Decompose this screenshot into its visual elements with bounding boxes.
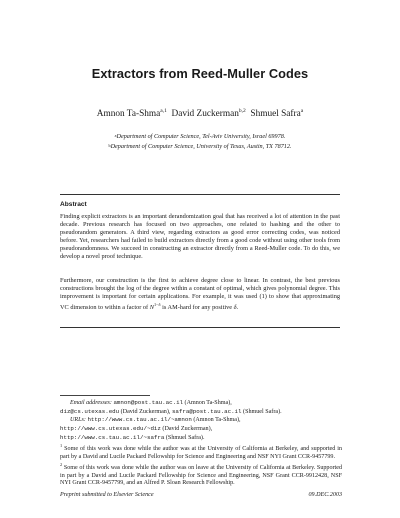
url-link[interactable]: http://www.cs.utexas.edu/~diz bbox=[60, 425, 161, 432]
formula-delta: δ bbox=[233, 304, 237, 312]
footnote-rule bbox=[60, 395, 150, 396]
footnote-text: Some of this work was done while the author was on leave at the University of California at Berkeley. Supported in part by a David and Lucile Packard Fellowship for Science and Engineering, NSF Grant CCR-9912428, NSF NYI Grant CCR-9457799, and an Alfred P. Sloan Research Fellowship. bbox=[60, 465, 342, 487]
paper-title: Extractors from Reed-Muller Codes bbox=[91, 66, 309, 81]
url-footnote bbox=[60, 416, 342, 425]
preprint-notice: Preprint submitted to Elsevier Science bbox=[60, 492, 154, 498]
url-footnote-cont bbox=[60, 425, 342, 442]
email-link[interactable]: amnon@post.tau.ac.il bbox=[113, 399, 184, 406]
formula-tail: is AM-hard for any positive bbox=[160, 304, 234, 312]
author-marks: a bbox=[300, 108, 304, 114]
email-owner: (Shmuel Safra). bbox=[241, 408, 282, 415]
affiliation-mark: b bbox=[108, 143, 111, 148]
author-name: David Zuckerman bbox=[171, 109, 239, 119]
affiliation-a bbox=[0, 133, 400, 140]
footnote-text: Some of this work was done while the author was at the University of California at Berkeley, and supported in part by a David and Lucile Packard Fellowship for Science and Engineering and NSF NYI Grant CCR-9457799. bbox=[60, 446, 342, 460]
author-marks: a,1 bbox=[160, 108, 167, 114]
url-link[interactable]: http://www.cs.tau.ac.il/~amnon bbox=[87, 416, 192, 423]
url-owner: (Amnon Ta-Shma), bbox=[191, 417, 241, 423]
numbered-footnote bbox=[60, 461, 342, 488]
formula-exponent: 1−δ bbox=[153, 302, 161, 308]
footnote-mark: 1 bbox=[60, 443, 63, 448]
author-name: Amnon Ta-Shma bbox=[96, 109, 161, 119]
affiliation-b bbox=[0, 143, 400, 150]
footnote-mark: 2 bbox=[60, 462, 63, 467]
footnote-block bbox=[60, 399, 342, 416]
author-name: Shmuel Safra bbox=[250, 109, 301, 119]
affiliation-text: Department of Computer Science, Tel-Aviv University, Israel 69978. bbox=[116, 133, 286, 140]
email-label: Email addresses: bbox=[70, 400, 112, 406]
email-footnote bbox=[60, 399, 342, 416]
preprint-date: 09.DEC.2003 bbox=[308, 492, 342, 498]
email-owner: (Amnon Ta-Shma), bbox=[183, 400, 232, 406]
email-owner: (David Zuckerman), bbox=[119, 408, 172, 415]
author-line bbox=[0, 109, 400, 119]
url-owner: (Shmuel Safra). bbox=[164, 434, 205, 441]
numbered-footnote bbox=[60, 442, 342, 461]
affiliation-text: Department of Computer Science, University of Texas, Austin, TX 78712. bbox=[110, 143, 292, 150]
author-marks: b,2 bbox=[238, 108, 246, 114]
abstract-paragraph-1: Finding explicit extractors is an important derandomization goal that has received a lot of attention in the past decade. Previous research has focused on two approaches, one related to hashing and the other to pseudorandom generators. A third view, regarding extractors as good error correcting codes, was noticed before. Yet, researchers had failed to build extractors directly from a good code without using other tools from pseudorandomness. We succeed in constructing an extractor directly from a Reed-Muller code. To do this, we develop a novel proof technique. bbox=[60, 213, 340, 261]
abstract-bottom-rule bbox=[60, 327, 340, 328]
formula-n: N bbox=[149, 304, 154, 312]
url-link[interactable]: http://www.cs.tau.ac.il/~safra bbox=[60, 433, 165, 441]
affiliation-mark: a bbox=[114, 133, 117, 138]
abstract-top-rule bbox=[60, 194, 340, 195]
abstract-heading: Abstract bbox=[60, 201, 87, 208]
email-link[interactable]: diz@cs.utexas.edu bbox=[60, 407, 120, 415]
url-owner: (David Zuckerman), bbox=[160, 426, 213, 432]
email-link[interactable]: safra@post.tau.ac.il bbox=[171, 407, 242, 415]
abstract-paragraph-2-text: Furthermore, our construction is the first to achieve degree close to linear. In contrast, the best previous constructions brought the log of the degree within a constant of optimal, which gives polynomial degree. This improvement is important for certain applications. For example, it was used (1) to show that approximating VC dimension to within a factor of bbox=[60, 277, 340, 312]
url-label: URLs: bbox=[70, 417, 86, 423]
abstract-paragraph-2 bbox=[60, 277, 340, 312]
formula-end: . bbox=[236, 304, 239, 312]
